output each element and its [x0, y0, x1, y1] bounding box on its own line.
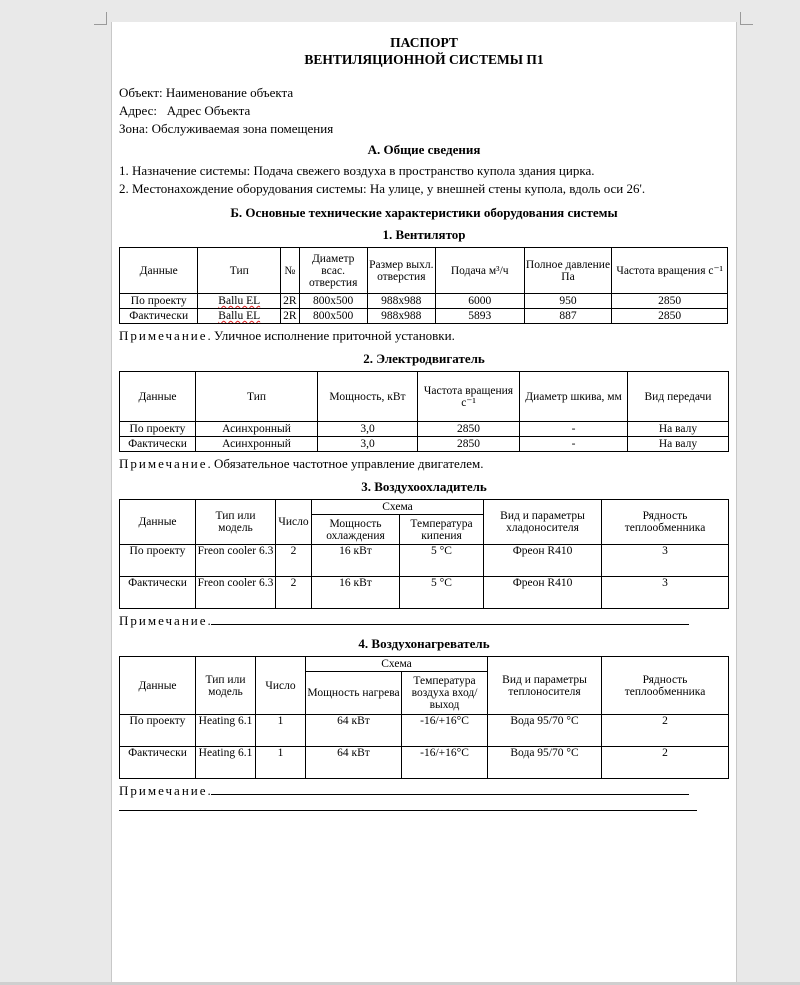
fan-cell: 2850: [612, 309, 728, 324]
fan-cell: 800x500: [299, 294, 367, 309]
motor-cell: 3,0: [318, 437, 418, 452]
table-row: [120, 422, 729, 437]
cooler-cell: По проекту: [120, 545, 196, 577]
heater-cell: По проекту: [120, 715, 196, 747]
cooler-note-label: Примечание: [119, 613, 208, 628]
motor-heading: 2. Электродвигатель: [363, 351, 485, 366]
heater-cell: 1: [256, 747, 306, 779]
cooler-cell: 16 кВт: [312, 545, 400, 577]
table-row: [120, 747, 729, 779]
heater-cell: 64 кВт: [306, 747, 402, 779]
motor-cell: 2850: [418, 437, 520, 452]
fan-note-text: . Уличное исполнение приточной установки.: [207, 328, 455, 343]
fan-cell: 2R: [281, 294, 300, 309]
table-row: [120, 577, 729, 609]
heater-cell: Heating 6.1: [196, 747, 256, 779]
heater-header-medium: Вид и параметры теплоносителя: [488, 657, 602, 715]
heater-header-temp: Температура воздуха вход/выход: [402, 672, 488, 715]
motor-header-type: Тип: [196, 372, 318, 422]
heater-cell: 64 кВт: [306, 715, 402, 747]
fan-heading: 1. Вентилятор: [382, 227, 466, 242]
heater-note-label: Примечание: [119, 783, 208, 798]
object-line: Объект: Наименование объекта: [119, 85, 294, 100]
heater-note-text: .: [207, 783, 211, 798]
motor-header-data: Данные: [120, 372, 196, 422]
heater-cell: -16/+16°С: [402, 715, 488, 747]
motor-cell: На валу: [628, 422, 729, 437]
heater-header-count: Число: [256, 657, 306, 715]
fan-cell: По проекту: [120, 294, 198, 309]
cooler-cell: Фактически: [120, 577, 196, 609]
document-content: [119, 34, 729, 811]
heater-note-blank-line-2: [119, 800, 697, 811]
cooler-cell: 3: [602, 577, 729, 609]
table-row: [120, 545, 729, 577]
table-row: [120, 715, 729, 747]
motor-header-pulley: Диаметр шкива, мм: [520, 372, 628, 422]
heater-header-type: Тип или модель: [196, 657, 256, 715]
page-corner-mark-left: [94, 12, 107, 25]
table-row: [120, 309, 728, 324]
cooler-header-medium: Вид и параметры хладоносителя: [484, 500, 602, 545]
cooler-cell: 16 кВт: [312, 577, 400, 609]
motor-header-power: Мощность, кВт: [318, 372, 418, 422]
section-a-p1: 1. Назначение системы: Подача свежего воздуха в пространство купола здания цирка.: [119, 163, 595, 178]
cooler-cell: 5 °С: [400, 577, 484, 609]
fan-table: [119, 247, 728, 324]
motor-cell: Асинхронный: [196, 437, 318, 452]
motor-cell: По проекту: [120, 422, 196, 437]
motor-header-drive: Вид передачи: [628, 372, 729, 422]
fan-cell: 6000: [435, 294, 524, 309]
section-a-p2: 2. Местонахождение оборудования системы: На улице, у внешней стены купола, вдоль оси 26'.: [119, 181, 646, 196]
cooler-cell: 5 °С: [400, 545, 484, 577]
heater-header-scheme: Схема: [306, 657, 488, 672]
heater-cell: Фактически: [120, 747, 196, 779]
cooler-header-temp: Температура кипения: [400, 515, 484, 545]
fan-header-data: Данные: [120, 248, 198, 294]
fan-cell: 988x988: [367, 309, 435, 324]
cooler-cell: 2: [276, 577, 312, 609]
fan-note: [119, 327, 729, 345]
cooler-table: [119, 499, 729, 609]
fan-note-label: Примечание: [119, 328, 208, 343]
motor-note: [119, 455, 729, 473]
fan-header-outlet: Размер выхл. отверстия: [367, 248, 435, 294]
heater-cell: 2: [602, 715, 729, 747]
motor-cell: -: [520, 422, 628, 437]
heater-cell: -16/+16°С: [402, 747, 488, 779]
motor-header-rpm: Частота вращения с⁻¹: [418, 372, 520, 422]
motor-note-text: . Обязательное частотное управление двигателем.: [207, 456, 484, 471]
heater-cell: 2: [602, 747, 729, 779]
heater-table: [119, 656, 729, 779]
section-b-heading: Б. Основные технические характеристики оборудования системы: [230, 205, 618, 220]
cooler-header-rows: Рядность теплообменника: [602, 500, 729, 545]
motor-cell: На валу: [628, 437, 729, 452]
heater-cell: Вода 95/70 °С: [488, 747, 602, 779]
cooler-cell: 2: [276, 545, 312, 577]
fan-cell: Фактически: [120, 309, 198, 324]
fan-cell: Ballu EL: [198, 309, 281, 324]
cooler-cell: 3: [602, 545, 729, 577]
motor-cell: Асинхронный: [196, 422, 318, 437]
doc-title-line1: ПАСПОРТ: [390, 35, 458, 50]
heater-cell: Вода 95/70 °С: [488, 715, 602, 747]
section-a-heading: А. Общие сведения: [367, 142, 481, 157]
cooler-note-blank-line: [211, 612, 689, 625]
doc-title-line2: ВЕНТИЛЯЦИОННОЙ СИСТЕМЫ П1: [304, 52, 544, 67]
cooler-heading: [119, 478, 729, 495]
heater-header-power: Мощность нагрева: [306, 672, 402, 715]
fan-header-flow: Подача м³/ч: [435, 248, 524, 294]
heater-note-blank-line: [211, 782, 689, 795]
heater-heading: 4. Воздухонагреватель: [358, 636, 490, 651]
motor-cell: Фактически: [120, 437, 196, 452]
motor-cell: 2850: [418, 422, 520, 437]
page-corner-mark-right: [740, 12, 753, 25]
fan-cell: 5893: [435, 309, 524, 324]
cooler-cell: Фреон R410: [484, 577, 602, 609]
motor-table: [119, 371, 729, 452]
fan-cell: Ballu EL: [198, 294, 281, 309]
zone-line: Зона: Обслуживаемая зона помещения: [119, 121, 334, 136]
fan-cell: 887: [524, 309, 612, 324]
fan-header-number: №: [281, 248, 300, 294]
cooler-cell: Freon cooler 6.3: [196, 545, 276, 577]
heater-header-data: Данные: [120, 657, 196, 715]
cooler-header-type: Тип или модель: [196, 500, 276, 545]
cooler-header-power: Мощность охлаждения: [312, 515, 400, 545]
fan-cell: 2R: [281, 309, 300, 324]
cooler-note: [119, 612, 729, 630]
table-row: [120, 437, 729, 452]
motor-note-label: Примечание: [119, 456, 208, 471]
cooler-note-text: .: [207, 613, 211, 628]
cooler-header-scheme: Схема: [312, 500, 484, 515]
motor-cell: 3,0: [318, 422, 418, 437]
fan-cell: 2850: [612, 294, 728, 309]
motor-cell: -: [520, 437, 628, 452]
fan-header-inlet: Диаметр всас. отверстия: [299, 248, 367, 294]
cooler-header-data: Данные: [120, 500, 196, 545]
cooler-heading-text: 3. Воздухоохладитель: [361, 479, 487, 494]
object-info: [119, 84, 729, 138]
heater-cell: Heating 6.1: [196, 715, 256, 747]
cooler-cell: Фреон R410: [484, 545, 602, 577]
fan-cell: 988x988: [367, 294, 435, 309]
cooler-header-count: Число: [276, 500, 312, 545]
fan-cell: 950: [524, 294, 612, 309]
heater-header-rows: Рядность теплообменника: [602, 657, 729, 715]
table-row: [120, 294, 728, 309]
fan-cell: 800x500: [299, 309, 367, 324]
fan-header-rpm: Частота вращения с⁻¹: [612, 248, 728, 294]
fan-header-type: Тип: [198, 248, 281, 294]
heater-cell: 1: [256, 715, 306, 747]
cooler-cell: Freon cooler 6.3: [196, 577, 276, 609]
fan-header-pressure: Полное давление Па: [524, 248, 612, 294]
address-line: Адрес: Адрес Объекта: [119, 103, 251, 118]
heater-note: [119, 782, 729, 800]
